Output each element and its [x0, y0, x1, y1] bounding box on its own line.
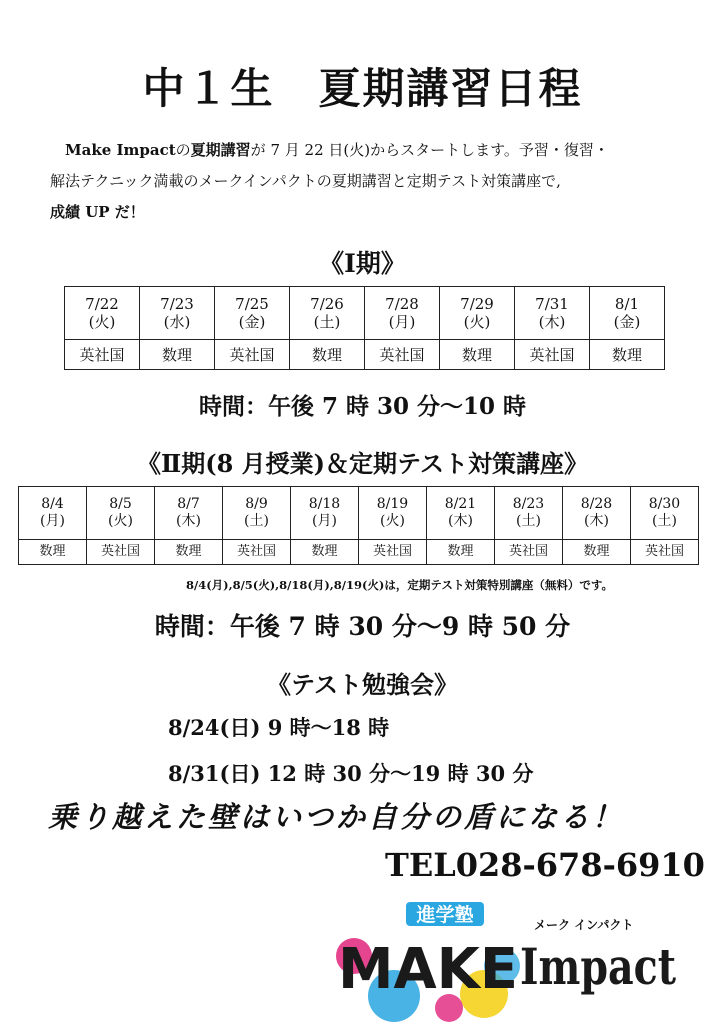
intro-text: [50, 135, 690, 228]
schedule-subject: 数理: [140, 340, 215, 370]
term2-heading: 《Ⅱ期(8 月授業)＆定期テスト対策講座》: [136, 449, 589, 478]
schedule-subject: 数理: [427, 540, 495, 565]
intro-line-3: 成績 UP だ！: [50, 203, 145, 221]
page-title: 中１生 夏期講習日程: [142, 64, 583, 113]
study-session-item: 8/31(日) 12 時 30 分～19 時 30 分: [168, 761, 534, 786]
schedule-weekday: (木): [538, 313, 566, 331]
schedule-date: 8/28: [580, 496, 613, 513]
logo-badge: 進学塾: [416, 904, 474, 926]
schedule-date: 7/26: [310, 295, 344, 313]
schedule-subject: 英社国: [223, 540, 291, 565]
study-session-heading: 《テスト勉強会》: [266, 670, 459, 699]
telephone: TEL028-678-6910: [385, 846, 705, 884]
schedule-date-cell: [427, 487, 495, 540]
schedule-date-cell: [19, 487, 87, 540]
schedule-date: 8/1: [614, 295, 640, 313]
schedule-weekday: (金): [238, 313, 266, 331]
schedule-subject: 英社国: [495, 540, 563, 565]
schedule-subject: 英社国: [631, 540, 699, 565]
schedule-date: 8/30: [648, 496, 681, 513]
schedule-subject: 英社国: [65, 340, 140, 370]
schedule-weekday: (水): [163, 313, 191, 331]
schedule-date-cell: [140, 287, 215, 340]
term1-date-row: [65, 287, 665, 340]
schedule-subject: 数理: [563, 540, 631, 565]
schedule-subject: 英社国: [359, 540, 427, 565]
schedule-subject: 数理: [291, 540, 359, 565]
schedule-weekday: (火): [380, 513, 405, 529]
schedule-date-cell: [223, 487, 291, 540]
logo-kana: メーク インパクト: [534, 918, 634, 932]
schedule-date: 8/4: [41, 496, 64, 513]
schedule-subject: 英社国: [87, 540, 155, 565]
schedule-date: 7/31: [535, 295, 569, 313]
schedule-subject: 数理: [590, 340, 665, 370]
make-impact-logo: [334, 896, 684, 1021]
schedule-weekday: (月): [312, 513, 337, 529]
intro-line-1: [50, 135, 690, 166]
intro-line-2: 解法テクニック満載のメークインパクトの夏期講習と定期テスト対策講座で,: [50, 172, 561, 190]
term2-date-row: [19, 487, 699, 540]
schedule-date-cell: [87, 487, 155, 540]
schedule-date: 8/18: [308, 496, 341, 513]
schedule-date: 8/7: [177, 496, 200, 513]
schedule-date-cell: [155, 487, 223, 540]
schedule-weekday: (木): [448, 513, 473, 529]
term1-schedule-table: [64, 286, 665, 370]
schedule-date: 8/21: [444, 496, 477, 513]
schedule-date: 7/28: [385, 295, 419, 313]
schedule-weekday: (金): [613, 313, 641, 331]
schedule-subject: 数理: [19, 540, 87, 565]
schedule-date-cell: [215, 287, 290, 340]
schedule-date: 7/29: [460, 295, 494, 313]
term1-heading: 《Ⅰ期》: [319, 249, 406, 278]
term2-time: 時間：午後 7 時 30 分～9 時 50 分: [154, 612, 571, 641]
term2-note: 8/4(月),8/5(火),8/18(月),8/19(火)は，定期テスト対策特別講座（無料）です。: [186, 578, 613, 592]
schedule-weekday: (土): [313, 313, 341, 331]
schedule-date: 7/22: [85, 295, 119, 313]
schedule-weekday: (月): [388, 313, 416, 331]
term1-subject-row: [65, 340, 665, 370]
term1-time: 時間：午後 7 時 30 分～10 時: [198, 393, 527, 420]
schedule-date-cell: [359, 487, 427, 540]
summer-course-label: 夏期講習: [190, 141, 251, 159]
slogan: 乗り越えた壁はいつか自分の盾になる！: [48, 800, 625, 834]
term2-subject-row: [19, 540, 699, 565]
schedule-date: 8/9: [245, 496, 268, 513]
schedule-weekday: (火): [88, 313, 116, 331]
schedule-date-cell: [495, 487, 563, 540]
schedule-date-cell: [365, 287, 440, 340]
schedule-weekday: (火): [108, 513, 133, 529]
schedule-date: 7/25: [235, 295, 269, 313]
study-session-item: 8/24(日) 9 時～18 時: [168, 715, 390, 740]
schedule-date-cell: [440, 287, 515, 340]
schedule-date-cell: [590, 287, 665, 340]
schedule-weekday: (月): [40, 513, 65, 529]
schedule-subject: 英社国: [365, 340, 440, 370]
schedule-date-cell: [515, 287, 590, 340]
schedule-date: 8/5: [109, 496, 132, 513]
logo-make: MAKE: [338, 937, 518, 1002]
schedule-subject: 数理: [440, 340, 515, 370]
schedule-subject: 数理: [155, 540, 223, 565]
schedule-date: 8/23: [512, 496, 545, 513]
schedule-date: 7/23: [160, 295, 194, 313]
logo-impact: Impact: [520, 937, 676, 996]
schedule-date-cell: [290, 287, 365, 340]
brand-name: Make Impact: [65, 141, 176, 159]
schedule-subject: 英社国: [215, 340, 290, 370]
schedule-subject: 英社国: [515, 340, 590, 370]
schedule-weekday: (木): [584, 513, 609, 529]
schedule-date-cell: [563, 487, 631, 540]
intro-start-date: が 7 月 22 日(火)からスタートします。予習・復習・: [250, 141, 609, 159]
schedule-weekday: (土): [244, 513, 269, 529]
schedule-date-cell: [65, 287, 140, 340]
term2-schedule-table: [18, 486, 699, 565]
schedule-weekday: (火): [463, 313, 491, 331]
schedule-weekday: (土): [516, 513, 541, 529]
intro-particle: の: [175, 141, 191, 159]
schedule-date-cell: [631, 487, 699, 540]
schedule-subject: 数理: [290, 340, 365, 370]
schedule-date-cell: [291, 487, 359, 540]
schedule-weekday: (木): [176, 513, 201, 529]
schedule-date: 8/19: [376, 496, 409, 513]
schedule-weekday: (土): [652, 513, 677, 529]
